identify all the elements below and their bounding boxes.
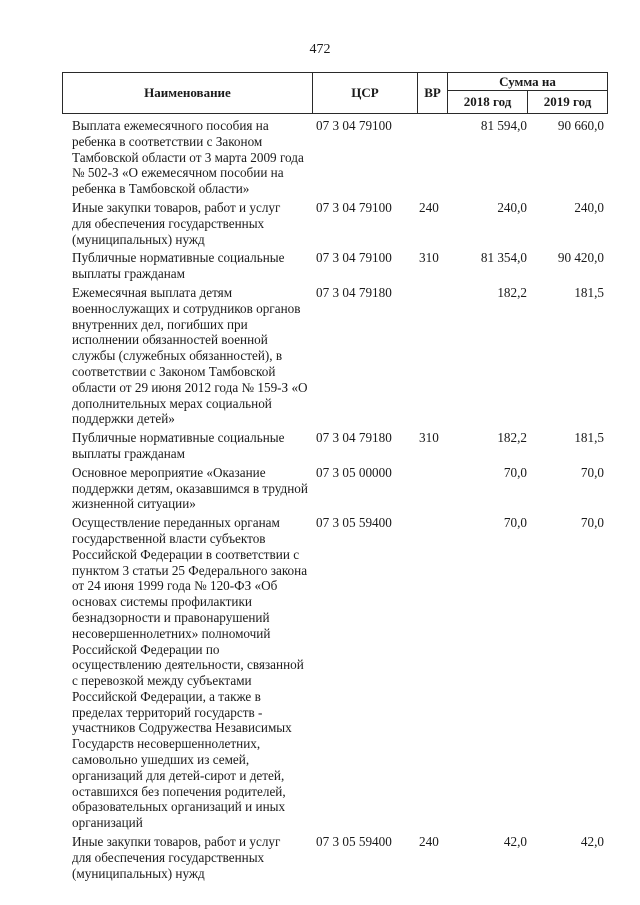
row-csr: 07 3 04 79100 <box>316 199 392 215</box>
row-sum-2019: 240,0 <box>574 199 604 215</box>
table-row <box>62 118 607 197</box>
header-vr: ВР <box>418 73 448 114</box>
row-vr <box>417 515 447 831</box>
row-sum-2018: 182,2 <box>497 430 527 446</box>
row-sum-2019: 90 660,0 <box>557 118 604 133</box>
row-sum-2019: 181,5 <box>574 430 604 446</box>
row-sum-2019: 181,5 <box>574 284 604 300</box>
table-body <box>62 118 607 881</box>
row-name: Ежемесячная выплата детям военнослужащих и сотрудников органов внутренних дел, погибших при исполнении обязанностей военной службы (служебных обязанностей), в соответствии с Законом Тамбовской области от 29 июня 2012 года № 159-З «О дополнительных мерах социальной поддержки детей» <box>72 284 308 427</box>
table-header <box>62 72 608 114</box>
row-name: Выплата ежемесячного пособия на ребенка в соответствии с Законом Тамбовской области от 3 марта 2009 года № 502-З «О ежемесячном пособии на ребенка в Тамбовской области» <box>72 118 304 197</box>
row-sum-2019: 42,0 <box>580 834 604 850</box>
row-name: Основное мероприятие «Оказание поддержки детям, оказавшимся в трудной жизненной ситуации» <box>72 464 308 512</box>
row-csr: 07 3 04 79100 <box>316 118 392 133</box>
row-sum-2018: 240,0 <box>497 199 527 215</box>
row-sum-2018: 182,2 <box>497 284 527 300</box>
table-row <box>62 834 607 881</box>
row-vr <box>417 465 447 512</box>
row-sum-2018: 42,0 <box>503 834 527 850</box>
row-csr: 07 3 04 79180 <box>316 284 392 300</box>
header-csr: ЦСР <box>313 73 418 114</box>
row-vr: 240 <box>419 199 439 215</box>
header-sum: Сумма на <box>448 73 608 91</box>
page-number: 472 <box>309 42 331 57</box>
row-vr: 310 <box>419 250 439 266</box>
row-name: Иные закупки товаров, работ и услуг для обеспечения государственных (муниципальных) нужд <box>72 834 281 881</box>
table-row <box>62 430 607 462</box>
row-sum-2019: 70,0 <box>580 464 604 480</box>
row-csr: 07 3 04 79100 <box>316 250 392 266</box>
table-row <box>62 285 607 427</box>
row-csr: 07 3 05 59400 <box>316 834 392 850</box>
header-name: Наименование <box>63 73 313 114</box>
row-vr: 240 <box>419 834 439 850</box>
row-sum-2018: 70,0 <box>503 464 527 480</box>
row-sum-2019: 70,0 <box>580 515 604 531</box>
row-csr: 07 3 04 79180 <box>316 430 392 446</box>
table-row <box>62 465 607 512</box>
row-name: Публичные нормативные социальные выплаты гражданам <box>72 250 285 282</box>
row-csr: 07 3 05 59400 <box>316 515 392 531</box>
row-name: Иные закупки товаров, работ и услуг для обеспечения государственных (муниципальных) нужд <box>72 199 281 247</box>
row-sum-2018: 70,0 <box>503 515 527 531</box>
row-name: Публичные нормативные социальные выплаты гражданам <box>72 430 285 461</box>
table-row <box>62 515 607 831</box>
header-year-2018: 2018 год <box>448 91 528 114</box>
row-vr <box>417 118 447 197</box>
header-year-2019: 2019 год <box>528 91 608 114</box>
row-sum-2018: 81 354,0 <box>480 250 527 266</box>
row-vr: 310 <box>419 430 439 446</box>
row-sum-2018: 81 594,0 <box>480 118 527 133</box>
row-vr <box>417 285 447 427</box>
row-csr: 07 3 05 00000 <box>316 464 392 480</box>
table-row <box>62 200 607 247</box>
row-sum-2019: 90 420,0 <box>557 250 604 266</box>
row-name: Осуществление переданных органам государственной власти субъектов Российской Федерации в соответствии с пунктом 3 статьи 25 Федерального закона от 24 июня 1999 года № 120-ФЗ «Об основах системы профилактики безнадзорности и правонарушений несовершеннолетних» полномочий Российской Федерации по осуществлению деятельности, связанной с перевозкой между субъектами Российской Федерации, а также в пределах территорий государств - участников Содружества Независимых Государств несовершеннолетних, самовольно ушедших из семей, организаций для детей-сирот и детей, оставшихся без попечения родителей, образовательных организаций и иных организаций <box>72 515 308 831</box>
table-row <box>62 250 607 282</box>
